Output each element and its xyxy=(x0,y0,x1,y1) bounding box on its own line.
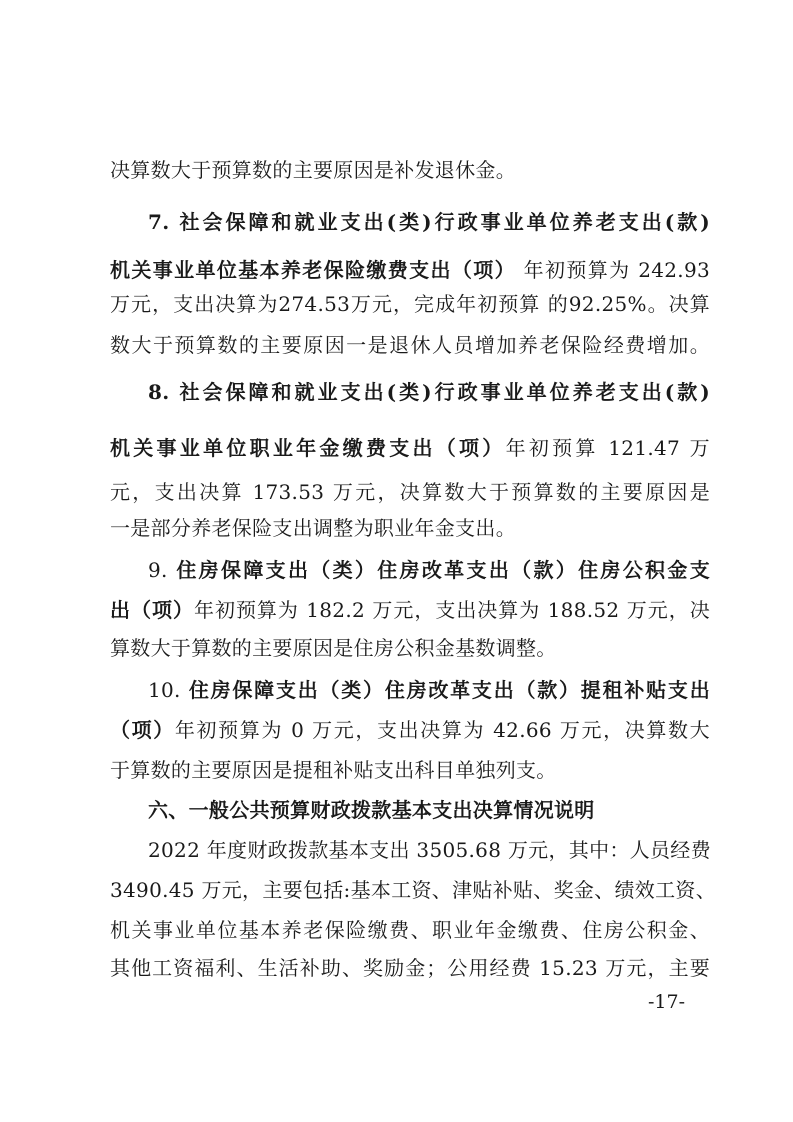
paragraph-line xyxy=(110,596,710,624)
line-text: 元，支出决算 173.53 万元，决算数大于预算数的主要原因是 xyxy=(110,480,710,504)
line-text: 机关事业单位基本养老保险缴费、职业年金缴费、住房公积金、 xyxy=(110,918,710,942)
paragraph-line xyxy=(110,756,710,784)
item-title: 住房保障支出（类）住房改革支出（款）提租补贴支出 xyxy=(188,678,710,702)
section-heading-7 xyxy=(148,208,710,236)
line-text: 于算数的主要原因是提租补贴支出科目单独列支。 xyxy=(110,758,557,782)
item-title: 机关事业单位职业年金缴费支出（项） xyxy=(110,436,506,460)
paragraph-line xyxy=(110,916,710,944)
paragraph-line xyxy=(110,634,710,662)
paragraph-line xyxy=(110,876,716,904)
page-number: -17- xyxy=(648,991,686,1013)
heading-text: 8. 社会保障和就业支出(类)行政事业单位养老支出(款) xyxy=(148,380,710,404)
line-text: 年初预算为 0 万元，支出决算为 42.66 万元，决算数大 xyxy=(174,718,710,742)
item-title: 机关事业单位基本养老保险缴费支出（项） xyxy=(110,258,516,282)
section-heading-10 xyxy=(148,676,710,704)
line-text: 2022 年度财政拨款基本支出 3505.68 万元，其中：人员经费 xyxy=(148,838,711,862)
line-text: 万元，支出决算为274.53万元，完成年初预算 的92.25%。决算 xyxy=(110,292,710,316)
line-text: 决算数大于预算数的主要原因是补发退休金。 xyxy=(110,158,516,182)
paragraph-line xyxy=(110,514,710,542)
line-text: 算数大于算数的主要原因是住房公积金基数调整。 xyxy=(110,636,557,660)
heading-text: 7. 社会保障和就业支出(类)行政事业单位养老支出(款) xyxy=(148,210,710,234)
line-text: 一是部分养老保险支出调整为职业年金支出。 xyxy=(110,516,516,540)
line-text: 3490.45 万元，主要包括:基本工资、津贴补贴、奖金、绩效工资、 xyxy=(110,878,716,902)
item-number: 9. xyxy=(148,558,177,582)
line-text: 其他工资福利、生活补助、奖励金；公用经费 15.23 万元，主要 xyxy=(110,956,710,980)
line-text: 数大于预算数的主要原因一是退休人员增加养老保险经费增加。 xyxy=(110,333,710,357)
item-number: 10. xyxy=(148,678,189,702)
item-title: （项） xyxy=(110,718,175,742)
line-text: 年初预算为 242.93 xyxy=(515,258,710,282)
paragraph-line xyxy=(110,256,710,284)
paragraph-line xyxy=(148,836,710,864)
section-heading-9 xyxy=(148,556,710,584)
section-heading-six xyxy=(148,796,710,824)
paragraph-line xyxy=(110,331,710,359)
paragraph-line xyxy=(110,716,710,744)
paragraph-line xyxy=(110,478,710,506)
item-title: 住房保障支出（类）住房改革支出（款）住房公积金支 xyxy=(176,558,710,582)
section-heading-8 xyxy=(148,378,710,406)
line-text: 年初预算 121.47 万 xyxy=(505,436,710,460)
paragraph-line xyxy=(110,290,710,318)
heading-text: 六、一般公共预算财政拨款基本支出决算情况说明 xyxy=(148,798,595,822)
paragraph-line xyxy=(110,156,710,184)
line-text: 年初预算为 182.2 万元，支出决算为 188.52 万元，决 xyxy=(193,598,711,622)
item-title: 出（项） xyxy=(110,598,194,622)
paragraph-line xyxy=(110,434,710,462)
paragraph-line xyxy=(110,954,710,982)
